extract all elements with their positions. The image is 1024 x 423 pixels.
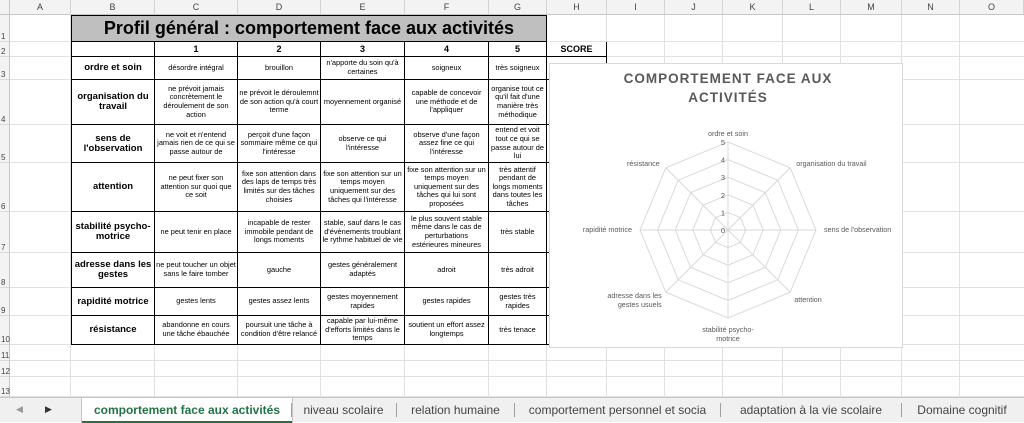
cell-text: observe d'une façon assez fine ce qui l'intéresse — [413, 129, 480, 156]
radar-category-label-line: stabilité psycho- — [702, 325, 754, 334]
description-cell[interactable] — [238, 316, 321, 345]
radar-category-label-line: ordre et soin — [708, 129, 748, 138]
description-cell[interactable] — [238, 253, 321, 288]
level-header[interactable] — [155, 42, 238, 57]
description-cell[interactable] — [405, 253, 489, 288]
radar-category-label — [794, 295, 822, 304]
column-header[interactable]: C — [155, 0, 238, 15]
row-header[interactable]: 8 — [0, 253, 10, 288]
description-cell[interactable] — [489, 57, 547, 80]
description-cell[interactable] — [155, 125, 238, 163]
cell-text: rapidité motrice — [77, 295, 149, 307]
description-cell[interactable] — [155, 253, 238, 288]
cell-text: ne peut toucher un objet sans le faire tomber — [156, 260, 236, 278]
description-cell[interactable] — [489, 125, 547, 163]
cell-text: soigneux — [431, 62, 462, 72]
cell-text: fixe son attention dans des laps de temps très limités sur des tâches choisies — [241, 168, 317, 204]
radar-tick-label: 1 — [720, 208, 726, 218]
chart-title-line: COMPORTEMENT FACE AUX — [623, 71, 833, 86]
cell-text: très adroit — [501, 264, 534, 274]
criterion-label[interactable] — [71, 288, 155, 316]
cell-text: gestes très rapides — [499, 291, 536, 310]
radar-chart[interactable] — [549, 63, 903, 348]
criterion-label[interactable] — [71, 212, 155, 253]
cell-text: très attentif pendant de longs moments dans toutes les tâches — [492, 164, 543, 208]
description-cell[interactable] — [238, 288, 321, 316]
description-cell[interactable] — [155, 80, 238, 125]
cell-text: sens de l'observation — [83, 132, 143, 154]
cell-text: désordre intégral — [168, 62, 224, 72]
radar-category-label-line: résistance — [627, 158, 660, 168]
row-header[interactable]: 3 — [0, 57, 10, 80]
description-cell[interactable] — [155, 316, 238, 345]
cell-text: ne voit et n'entend jamais rien de ce qui se passe autour de — [157, 129, 235, 156]
description-cell[interactable] — [321, 163, 405, 212]
description-cell[interactable] — [155, 163, 238, 212]
scroll-left-icon[interactable]: ◀ — [16, 404, 23, 414]
cell-text: ne prévoit le déroulemnt de son action qu'à court terme — [239, 88, 319, 115]
cell-text: organise tout ce qu'il fait d'une manière très méthodique — [491, 83, 544, 119]
description-cell[interactable] — [321, 288, 405, 316]
column-header[interactable]: E — [321, 0, 405, 15]
cell-text: ne peut fixer son attention sur quoi que ce soit — [160, 173, 232, 200]
cell-text: le plus souvent stable même dans le cas de perturbations estérieures mineures — [410, 213, 483, 249]
column-header[interactable]: M — [841, 0, 902, 15]
cell-text: brouillon — [265, 62, 293, 72]
cell-text: adroit — [437, 264, 456, 274]
description-cell[interactable] — [238, 57, 321, 80]
row-header[interactable]: 6 — [0, 163, 10, 212]
cell-text: ne peut tenir en place — [160, 226, 232, 236]
column-header[interactable]: B — [71, 0, 155, 15]
column-header[interactable]: K — [723, 0, 783, 15]
cell-text: n'apporte du soin qu'à certaines — [326, 58, 399, 76]
sheet-tab[interactable]: comportement personnel et socia — [528, 403, 707, 417]
scroll-right-icon[interactable]: ▶ — [45, 404, 52, 414]
row-header[interactable]: 5 — [0, 125, 10, 163]
description-cell[interactable] — [238, 125, 321, 163]
row-header[interactable]: 12 — [0, 361, 10, 377]
sheet-title-cell[interactable]: Profil général : comportement face aux activités — [71, 15, 547, 42]
header-blank-cell[interactable] — [71, 42, 155, 57]
description-cell[interactable] — [321, 316, 405, 345]
radar-category-label-line: attention — [794, 295, 822, 305]
tab-separator — [291, 403, 292, 417]
radar-category-label — [607, 291, 662, 309]
radar-category-label — [824, 225, 891, 234]
radar-tick-label: 3 — [720, 173, 726, 183]
chart-title — [624, 71, 833, 105]
cell-text: 5 — [514, 43, 520, 54]
cell-text: perçoit d'une façon sommaire même ce qui l'intéresse — [240, 129, 318, 156]
select-all-corner[interactable] — [0, 0, 10, 15]
description-cell[interactable] — [489, 80, 547, 125]
column-header[interactable]: N — [902, 0, 960, 15]
criterion-label[interactable] — [71, 316, 155, 345]
cell-text: gestes généralement adaptés — [327, 260, 398, 278]
column-header[interactable]: O — [960, 0, 1024, 15]
cell-text: attention — [92, 181, 134, 192]
cell-text: stabilité psycho-motrice — [75, 221, 151, 242]
row-header[interactable]: 13 — [0, 377, 10, 397]
description-cell[interactable] — [405, 80, 489, 125]
description-cell[interactable] — [155, 212, 238, 253]
level-header[interactable] — [489, 42, 547, 57]
row-header[interactable]: 7 — [0, 212, 10, 253]
column-header[interactable]: F — [405, 0, 489, 15]
radar-chart-svg — [550, 64, 902, 347]
gridline — [10, 376, 1024, 377]
row-header[interactable]: 9 — [0, 288, 10, 316]
level-header[interactable] — [321, 42, 405, 57]
radar-category-label-line: rapidité motrice — [582, 225, 632, 234]
sheet-tab[interactable]: Domaine cognitif — [917, 403, 1007, 417]
score-header[interactable] — [547, 42, 607, 57]
column-header[interactable]: H — [547, 0, 607, 15]
radar-category-label — [796, 159, 867, 168]
radar-category-label-line: organisation du travail — [796, 158, 867, 168]
description-cell[interactable] — [321, 212, 405, 253]
cell-text: capable par lui-même d'efforts limités dans le temps — [325, 316, 400, 343]
criterion-label[interactable] — [71, 57, 155, 80]
column-header[interactable]: G — [489, 0, 547, 15]
column-header[interactable]: L — [783, 0, 841, 15]
description-cell[interactable] — [238, 212, 321, 253]
criterion-label[interactable] — [71, 163, 155, 212]
cell-text: 1 — [193, 43, 199, 54]
cell-text: 2 — [276, 43, 282, 54]
column-header[interactable]: D — [238, 0, 321, 15]
cell-text: ordre et soin — [84, 62, 142, 73]
cell-text: poursuit une tâche à condition d'être relancé — [240, 320, 318, 338]
description-cell[interactable] — [405, 125, 489, 163]
description-cell[interactable] — [321, 125, 405, 163]
criterion-label[interactable] — [71, 80, 155, 125]
description-cell[interactable] — [489, 212, 547, 253]
cell-text: soutient un effort assez longtemps — [408, 320, 485, 338]
description-cell[interactable] — [238, 80, 321, 125]
description-cell[interactable] — [489, 163, 547, 212]
cell-text: très tenace — [499, 324, 536, 334]
description-cell[interactable] — [489, 253, 547, 288]
cell-text: entend et voit tout ce qui se passe autour de lui — [490, 125, 544, 161]
cell-text: ne prévoit jamais concrètement le déroulement de son action — [163, 83, 229, 119]
cell-text: adresse dans les gestes — [74, 259, 152, 280]
radar-category-label — [702, 325, 754, 343]
level-header[interactable] — [405, 42, 489, 57]
radar-tick-label: 2 — [720, 190, 726, 200]
sheet-tab[interactable]: adaptation à la vie scolaire — [739, 403, 883, 417]
cell-text: SCORE — [560, 43, 593, 54]
row-header[interactable]: 10 — [0, 316, 10, 345]
column-header[interactable]: J — [665, 0, 723, 15]
tab-separator — [720, 403, 721, 417]
radar-category-label — [627, 159, 660, 168]
level-header[interactable] — [238, 42, 321, 57]
cell-text: organisation du travail — [77, 91, 149, 112]
cell-text: gestes assez lents — [248, 296, 310, 306]
column-header[interactable]: I — [607, 0, 665, 15]
column-header[interactable]: A — [10, 0, 71, 15]
radar-tick-label: 4 — [720, 155, 726, 165]
radar-category-label — [583, 225, 632, 234]
radar-category-label — [708, 129, 748, 138]
sheet-tab[interactable]: relation humaine — [411, 403, 500, 417]
radar-category-label-line: adresse dans les — [607, 291, 662, 301]
cell-text: abandonne en cours une tâche ébauchée — [162, 320, 230, 338]
tab-separator — [396, 403, 397, 417]
cell-text: très stable — [500, 226, 535, 236]
row-header[interactable]: 1 — [0, 15, 10, 42]
radar-category-label-line: motrice — [716, 334, 740, 343]
chart-title-line: ACTIVITÉS — [688, 90, 768, 105]
cell-text: incapable de rester immobile pendant de longs moments — [244, 218, 314, 245]
cell-text: très soigneux — [495, 62, 540, 72]
cell-text: résistance — [89, 324, 137, 335]
description-cell[interactable] — [405, 212, 489, 253]
description-cell[interactable] — [405, 57, 489, 80]
description-cell[interactable] — [321, 80, 405, 125]
gridline — [959, 15, 960, 397]
sheet-tab-bar — [0, 397, 1024, 422]
cell-text: stable, sauf dans le cas d'évènements troublant le rythme habituel de vie — [322, 218, 403, 245]
sheet-tab-active[interactable]: comportement face aux activités — [82, 398, 292, 423]
cell-text: 4 — [443, 43, 449, 54]
row-header[interactable]: 2 — [0, 42, 10, 57]
description-cell[interactable] — [489, 288, 547, 316]
row-header[interactable]: 4 — [0, 80, 10, 125]
radar-tick-label: 5 — [720, 138, 726, 147]
radar-category-label-line: gestes usuels — [617, 300, 662, 310]
description-cell[interactable] — [321, 57, 405, 80]
criterion-label[interactable] — [71, 253, 155, 288]
cell-text: gestes moyennement rapides — [327, 291, 398, 310]
radar-tick-label: 0 — [720, 226, 726, 235]
cell-text: observe ce qui l'intéresse — [338, 133, 387, 152]
cell-text: moyennement organisé — [323, 96, 402, 106]
description-cell[interactable] — [321, 253, 405, 288]
criterion-label[interactable] — [71, 125, 155, 163]
cell-text: fixe son attention sur un temps moyen uniquement sur des tâches qui l'intéresse — [323, 168, 402, 204]
description-cell[interactable] — [489, 316, 547, 345]
cell-text: gestes lents — [176, 296, 216, 306]
cell-text: 3 — [359, 43, 365, 54]
cell-text: capable de concevoir une méthode et de l'appliquer — [411, 88, 482, 115]
cell-text: gauche — [266, 264, 292, 274]
tab-separator — [901, 403, 902, 417]
row-header[interactable]: 11 — [0, 345, 10, 361]
description-cell[interactable] — [155, 57, 238, 80]
description-cell[interactable] — [405, 316, 489, 345]
description-cell[interactable] — [155, 288, 238, 316]
cell-text: gestes rapides — [422, 296, 471, 306]
radar-category-label-line: sens de l'observation — [824, 225, 892, 234]
tab-separator — [514, 403, 515, 417]
cell-text: fixe son attention sur un temps moyen uniquement sur des tâches qui lui sont proposées — [407, 164, 486, 208]
description-cell[interactable] — [405, 163, 489, 212]
gridline — [10, 360, 1024, 361]
description-cell[interactable] — [405, 288, 489, 316]
sheet-tab[interactable]: niveau scolaire — [303, 403, 384, 417]
description-cell[interactable] — [238, 163, 321, 212]
